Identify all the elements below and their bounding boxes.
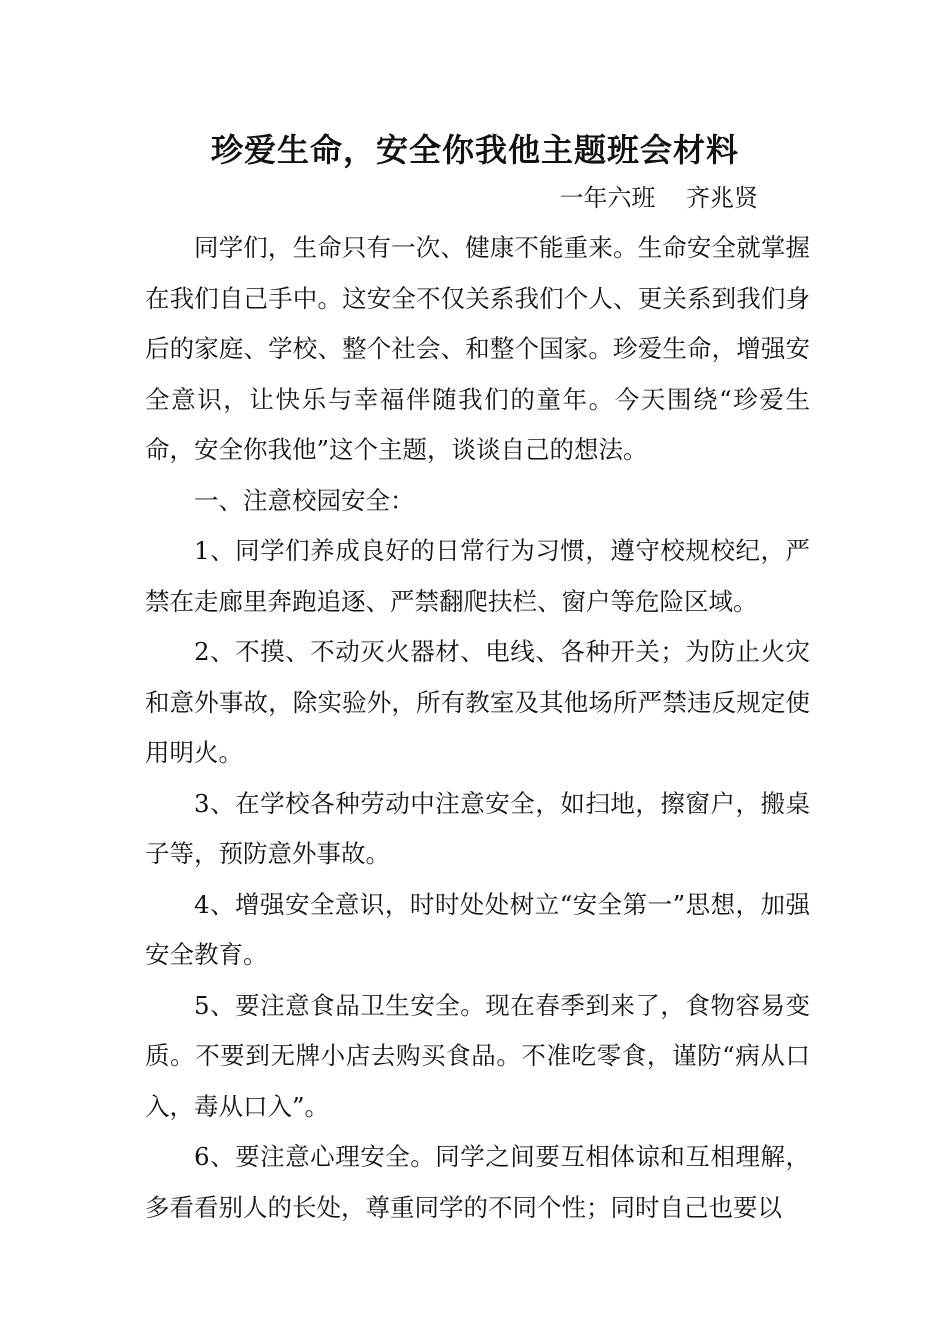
paragraph-item-3: 3、在学校各种劳动中注意安全，如扫地，擦窗户，搬桌子等，预防意外事故。 xyxy=(145,788,810,868)
document-title: 珍爱生命，安全你我他主题班会材料 xyxy=(210,131,739,169)
paragraph-item-6: 6、要注意心理安全。同学之间要互相体谅和互相理解，多看看别人的长处，尊重同学的不同个性；同时自己也要以 xyxy=(145,1142,810,1222)
paragraph-intro: 同学们，生命只有一次、健康不能重来。生命安全就掌握在我们自己手中。这安全不仅关系我们个人、更关系到我们身后的家庭、学校、整个社会、和整个国家。珍爱生命，增强安全意识，让快乐与幸福伴随我们的童年。今天围绕“珍爱生命，安全你我他”这个主题，谈谈自己的想法。 xyxy=(145,233,810,464)
document-body xyxy=(145,223,810,1233)
section-heading: 一、注意校园安全： xyxy=(194,485,415,515)
paragraph-item-5: 5、要注意食品卫生安全。现在春季到来了，食物容易变质。不要到无牌小店去购买食品。不准吃零食，谨防“病从口入，毒从口入”。 xyxy=(145,990,810,1121)
author-line: 一年六班 齐兆贤 xyxy=(559,184,758,212)
paragraph-item-4: 4、增强安全意识，时时处处树立“安全第一”思想，加强安全教育。 xyxy=(145,889,810,969)
paragraph-item-2: 2、不摸、不动灭火器材、电线、各种开关；为防止火灾和意外事故，除实验外，所有教室及其他场所严禁违反规定使用明火。 xyxy=(145,637,810,767)
paragraph-item-1: 1、同学们养成良好的日常行为习惯，遵守校规校纪，严禁在走廊里奔跑追逐、严禁翻爬扶栏、窗户等危险区域。 xyxy=(145,536,810,616)
